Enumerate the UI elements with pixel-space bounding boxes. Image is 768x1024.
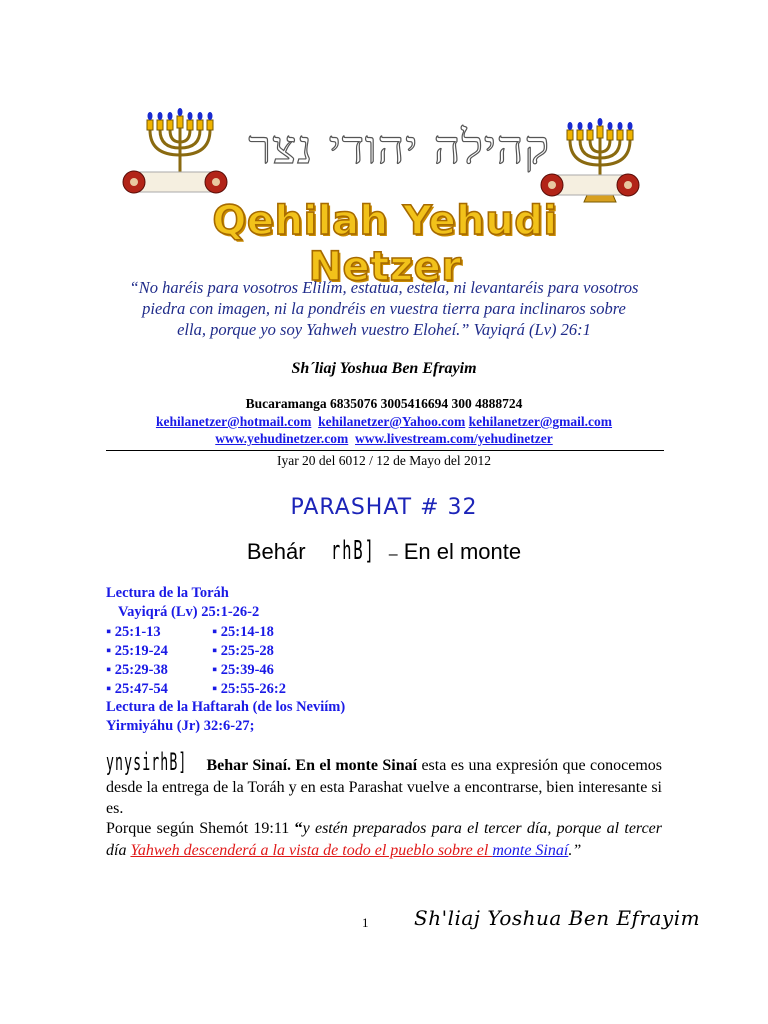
email-links bbox=[0, 414, 768, 430]
parashat-name bbox=[0, 536, 768, 566]
reading-part: ▪ 25:29-38 bbox=[106, 662, 168, 678]
haftarah-reading-ref: Yirmiyáhu (Jr) 32:6-27; bbox=[106, 718, 255, 734]
author: Sh´liaj Yoshua Ben Efrayim bbox=[291, 360, 477, 377]
page-number: 1 bbox=[362, 915, 369, 930]
reading-part: ▪ 25:39-46 bbox=[212, 662, 274, 678]
phone-numbers: Bucaramanga 6835076 3005416694 300 4888724 bbox=[245, 396, 523, 411]
opening-quote bbox=[90, 277, 678, 340]
open-quote: “ bbox=[294, 820, 303, 837]
behar-hebrew: rhB] bbox=[330, 536, 376, 566]
hebrew-phrase: ynysirhB] bbox=[106, 748, 188, 776]
date-line: Iyar 20 del 6012 / 12 de Mayo del 2012 bbox=[276, 453, 492, 468]
torah-reading-title: Lectura de la Toráh bbox=[106, 585, 229, 601]
torah-reading-ref: Vayiqrá (Lv) 25:1-26-2 bbox=[118, 604, 260, 620]
hebrew-title: קהילה יהודי נצר bbox=[248, 120, 550, 174]
behar-meaning: En el monte bbox=[403, 539, 522, 564]
quote-text: y estén preparados para el tercer día, porque al tercer día bbox=[106, 820, 662, 859]
reading-part: ▪ 25:55-26:2 bbox=[212, 681, 287, 697]
bold-lead: Behar Sinaí. En el monte Sinaí bbox=[206, 757, 418, 774]
website-link[interactable]: www.yehudinetzer.com bbox=[215, 431, 349, 446]
reading-part: ▪ 25:1-13 bbox=[106, 624, 161, 640]
signature: Sh'liaj Yoshua Ben Efrayim bbox=[414, 906, 701, 930]
latin-title: Qehilah Yehudi Netzer bbox=[212, 198, 558, 290]
reading-part: ▪ 25:25-28 bbox=[212, 643, 274, 659]
email-link-gmail[interactable]: kehilanetzer@gmail.com bbox=[468, 414, 613, 429]
highlighted-text: Yahweh descenderá a la vista de todo el pueblo sobre el bbox=[130, 841, 493, 859]
torah-scroll-icon bbox=[120, 162, 230, 202]
body-paragraph bbox=[106, 748, 663, 820]
dash: – bbox=[388, 546, 398, 563]
parashat-title: PARASHAT # 32 bbox=[290, 495, 478, 520]
quote-line: ella, porque yo soy Yahweh vuestro Eloheí.” Vayiqrá (Lv) 26:1 bbox=[177, 320, 591, 339]
body-paragraph bbox=[106, 818, 662, 861]
highlighted-text-blue: monte Sinaí bbox=[492, 841, 569, 859]
quote-line: piedra con imagen, ni la pondréis en vuestra tierra para inclinaros sobre bbox=[142, 299, 626, 318]
divider bbox=[106, 450, 664, 451]
behar-name: Behár bbox=[246, 539, 306, 564]
livestream-link[interactable]: www.livestream.com/yehudinetzer bbox=[355, 431, 553, 446]
paragraph-text: esta es una expresión que conocemos desde la entrega de la Toráh y en esta Parashat vuelve a encontrarse, bien interesante si es. bbox=[106, 757, 663, 817]
quote-line: “No haréis para vosotros Elilím, estatua, estela, ni levantaréis para vosotros bbox=[129, 278, 639, 297]
quote-end: .” bbox=[568, 841, 582, 859]
reading-part: ▪ 25:19-24 bbox=[106, 643, 168, 659]
email-link-hotmail[interactable]: kehilanetzer@hotmail.com bbox=[155, 414, 312, 429]
paragraph-text: Porque según Shemót 19:11 bbox=[106, 820, 295, 837]
reading-part: ▪ 25:47-54 bbox=[106, 681, 168, 697]
email-link-yahoo[interactable]: kehilanetzer@Yahoo.com bbox=[318, 414, 466, 429]
haftarah-reading-title: Lectura de la Haftarah (de los Neviím) bbox=[106, 699, 346, 715]
website-links bbox=[0, 431, 768, 447]
reading-part: ▪ 25:14-18 bbox=[212, 624, 274, 640]
